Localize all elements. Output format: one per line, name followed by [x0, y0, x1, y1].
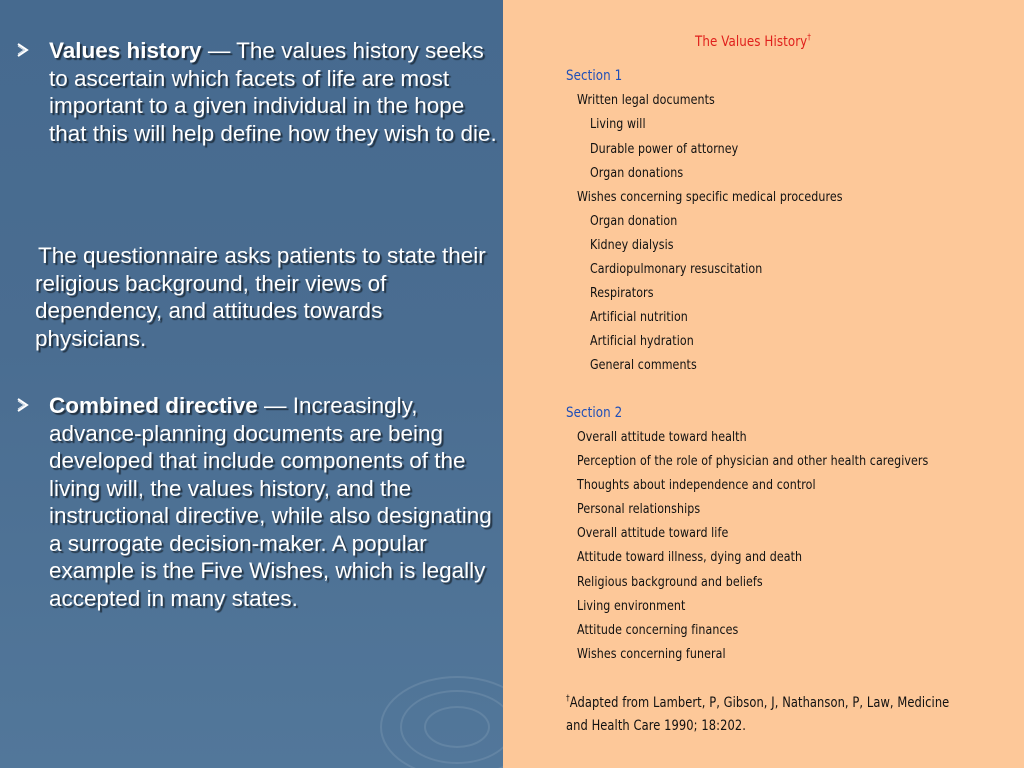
term-values-history: Values history [49, 38, 202, 63]
arrow-bullet-icon [14, 41, 32, 59]
section-1-heading: Section 1 [566, 68, 623, 84]
group-written-legal-documents: Written legal documents [577, 92, 715, 108]
list-item: Cardiopulmonary resuscitation [590, 261, 763, 277]
footnote-line-2: and Health Care 1990; 18:202. [566, 718, 746, 734]
list-item: Respirators [590, 285, 654, 301]
list-item: Overall attitude toward life [577, 525, 729, 541]
values-history-text [49, 37, 503, 147]
bullet-values-history [14, 37, 503, 147]
arrow-bullet-icon [14, 396, 32, 414]
list-item: Living will [590, 116, 646, 132]
section-2-heading: Section 2 [566, 405, 623, 421]
list-item: Attitude concerning finances [577, 622, 739, 638]
footnote-line-1: †Adapted from Lambert, P, Gibson, J, Nathanson, P, Law, Medicine [566, 694, 950, 711]
list-item: Organ donation [590, 213, 678, 229]
group-medical-procedures: Wishes concerning specific medical procedures [577, 189, 843, 205]
list-item: Organ donations [590, 165, 684, 181]
bullet-combined-directive [14, 392, 503, 612]
footnote-dagger: † [566, 694, 570, 704]
list-item: Religious background and beliefs [577, 574, 763, 590]
list-item: Durable power of attorney [590, 141, 739, 157]
list-item: Personal relationships [577, 501, 701, 517]
list-item: Thoughts about independence and control [577, 477, 816, 493]
left-text-panel [0, 0, 503, 768]
questionnaire-paragraph: The questionnaire asks patients to state their religious background, their views of dependency, and attitudes towards physicians. [35, 243, 486, 351]
title-dagger: † [807, 33, 812, 43]
list-item: General comments [590, 357, 697, 373]
term-combined-directive: Combined directive [49, 393, 258, 418]
list-item: Kidney dialysis [590, 237, 674, 253]
list-item: Artificial nutrition [590, 309, 688, 325]
values-history-figure [503, 0, 1024, 768]
figure-title: The Values History† [695, 33, 812, 50]
list-item: Attitude toward illness, dying and death [577, 549, 803, 565]
list-item: Wishes concerning funeral [577, 646, 726, 662]
list-item: Perception of the role of physician and other health caregivers [577, 453, 929, 469]
list-item: Overall attitude toward health [577, 429, 747, 445]
values-history-description: — The values history seeks to ascertain which facets of life are most important to a given individual in the hope that this will help define how they wish to die. [49, 38, 497, 146]
combined-directive-text [49, 392, 503, 612]
water-ripple-decoration [424, 706, 490, 748]
list-item: Artificial hydration [590, 333, 694, 349]
list-item: Living environment [577, 598, 686, 614]
combined-directive-description: — Increasingly, advance-planning documents are being developed that include components of the living will, the values history, and the instructional directive, while also designating a surrogate decision-maker. A popular example is the Five Wishes, which is legally accepted in many states. [49, 393, 492, 611]
